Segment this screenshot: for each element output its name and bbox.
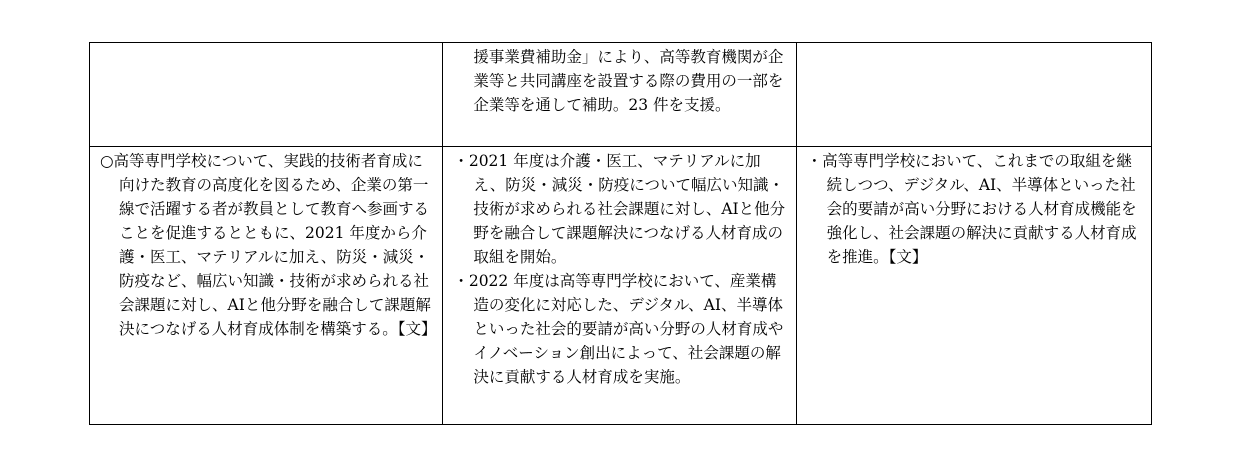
results-bullet-2022: ・2022 年度は高等専門学校において、産業構造の変化に対応した、デジタル、AI、半導体といった社会的要請が高い分野の人材育成やイノベーション創出によって、社会課題の解決に貢献する人材育成を実施。 (453, 272, 784, 386)
future-cell (796, 43, 1151, 147)
table-row (90, 43, 1152, 147)
future-cell (796, 147, 1151, 425)
results-cell (443, 43, 796, 147)
measure-cell (90, 43, 443, 147)
policy-table (89, 42, 1152, 425)
results-cell (443, 147, 796, 425)
measure-cell (90, 147, 443, 425)
measure-text: ○高等専門学校について、実践的技術者育成に向けた教育の高度化を図るため、企業の第一線で活躍する者が教員として教育へ参画することを促進するとともに、2021 年度から介護・医工、マテリアルに加え、防災・減災・防疫など、幅広い知識・技術が求められる社会課題に対し、AIと他分野を融合して課題解決につなげる人材育成体制を構築する。【文】 (100, 152, 437, 338)
future-text: ・高等専門学校において、これまでの取組を継続しつつ、デジタル、AI、半導体といった社会的要請が高い分野における人材育成機能を強化し、社会課題の解決に貢献する人材育成を推進。【文】 (806, 152, 1137, 266)
results-bullet-2021: ・2021 年度は介護・医工、マテリアルに加え、防災・減災・防疫について幅広い知識・技術が求められる社会課題に対し、AIと他分野を融合して課題解決につなげる人材育成の取組を開始。 (453, 152, 786, 266)
table-row (90, 147, 1152, 425)
results-continuation-text: 援事業費補助金」により、高等教育機関が企業等と共同講座を設置する際の費用の一部を企業等を通して補助。23 件を支援。 (473, 48, 784, 114)
